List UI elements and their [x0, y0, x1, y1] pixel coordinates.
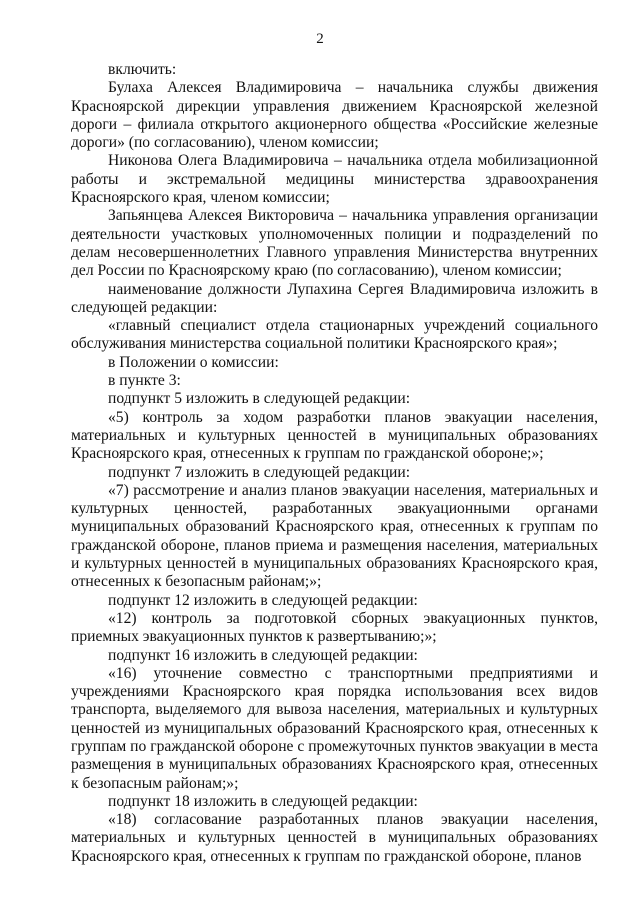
- paragraph-nikonov: Никонова Олега Владимировича – начальника отдела мобилизационной работы и экстремальной медицины министерства здравоохранения Красноярского края, членом комиссии;: [71, 152, 598, 207]
- paragraph-subpoint-16-text: «16) уточнение совместно с транспортными предприятиями и учреждениями Красноярского края порядка использования всех видов транспорта, выделяемого для вывоза населения, материальных и культурных ценностей из муниципальных образований Красноярского края, отнесенных к группам по гражданской обороне с промежуточных пунктов эвакуации в места размещения в муниципальных образованиях Красноярского края, отнесенных к безопасным районам;»;: [71, 664, 598, 792]
- paragraph-regulation: в Положении о комиссии:: [108, 353, 279, 371]
- paragraph-subpoint-12-text: «12) контроль за подготовкой сборных эвакуационных пунктов, приемных эвакуационных пунктов к развертыванию;»;: [71, 609, 598, 646]
- paragraph-point-3: в пункте 3:: [108, 372, 181, 390]
- paragraph-subpoint-18-intro: подпункт 18 изложить в следующей редакции:: [108, 792, 418, 810]
- paragraph-include: включить:: [108, 61, 177, 78]
- paragraph-subpoint-12-intro: подпункт 12 изложить в следующей редакции:: [108, 591, 418, 609]
- paragraph-subpoint-5-intro: подпункт 5 изложить в следующей редакции:: [108, 390, 411, 408]
- paragraph-subpoint-16-intro: подпункт 16 изложить в следующей редакции:: [108, 646, 418, 664]
- paragraph-zapyantsev: Запьянцева Алексея Викторовича – начальника управления организации деятельности участковых уполномоченных полиции и подразделений по делам несовершеннолетних Главного управления Министерства внутренних дел России по Красноярскому краю (по согласованию), членом комиссии;: [71, 207, 598, 280]
- paragraph-subpoint-18-text: «18) согласование разработанных планов эвакуации населения, материальных и культурных ценностей в муниципальных образованиях Красноярского края, отнесенных к группам по гражданской обороне, планов: [71, 811, 598, 865]
- document-body: [71, 61, 598, 866]
- paragraph-subpoint-7-text: «7) рассмотрение и анализ планов эвакуации населения, материальных и культурных ценностей, разработанных эвакуационными органами муниципальных образований Красноярского края, отнесенных к группам по гражданской обороне, планов приема и размещения населения, материальных и культурных ценностей в муниципальных образованиях Красноярского края, отнесенных к безопасным районам;»;: [71, 481, 598, 591]
- paragraph-position-rename: наименование должности Лупахина Сергея Владимировича изложить в следующей редакции:: [71, 280, 598, 316]
- paragraph-subpoint-7-intro: подпункт 7 изложить в следующей редакции:: [108, 463, 411, 481]
- paragraph-bulakh: Булаха Алексея Владимировича – начальника службы движения Красноярской дирекции управления движением Красноярской железной дороги – филиала открытого акционерного общества «Российские железные дороги» (по согласованию), членом комиссии;: [71, 79, 598, 152]
- page-number: 2: [316, 31, 324, 47]
- paragraph-lupakhin-position: «главный специалист отдела стационарных учреждений социального обслуживания министерства социальной политики Красноярского края»;: [71, 317, 598, 353]
- paragraph-subpoint-5-text: «5) контроль за ходом разработки планов эвакуации населения, материальных и культурных ценностей в муниципальных образованиях Красноярского края, отнесенных к группам по гражданской обороне;»;: [71, 408, 598, 463]
